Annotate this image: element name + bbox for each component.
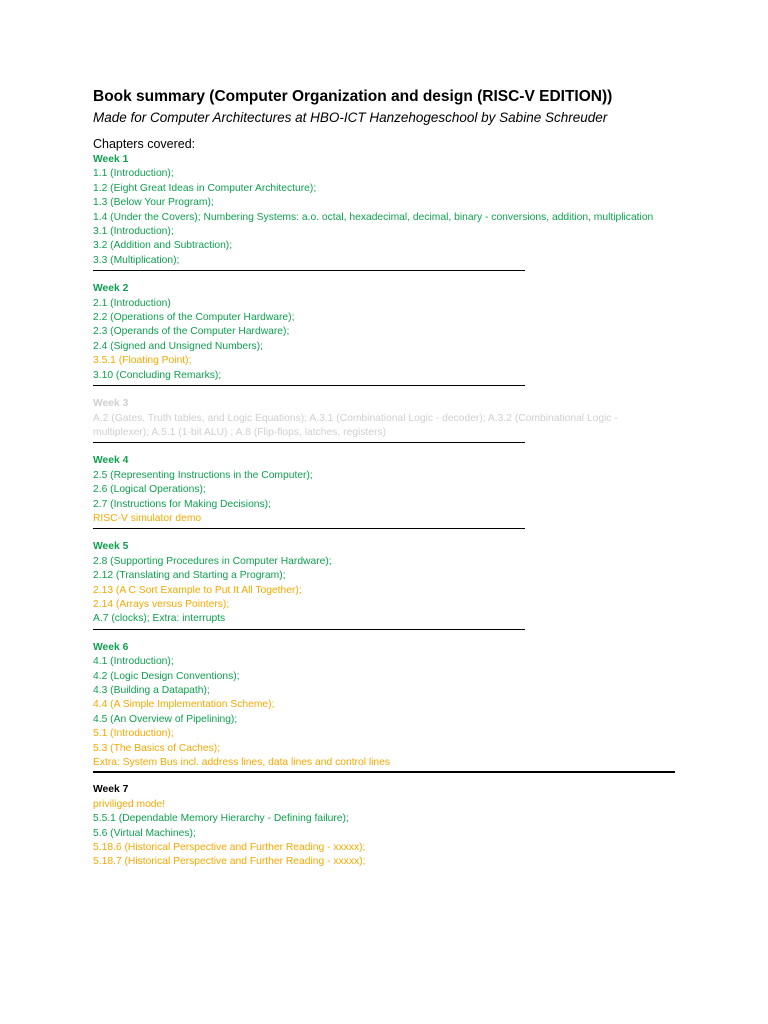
week-section [93, 282, 693, 386]
section-divider [93, 385, 525, 386]
list-item: 3.2 (Addition and Subtraction); [93, 240, 233, 252]
week-section [93, 641, 693, 774]
list-item: 3.5.1 (Floating Point); [93, 355, 192, 367]
list-item: 4.4 (A Simple Implementation Scheme); [93, 699, 275, 711]
list-item: 2.1 (Introduction) [93, 297, 171, 309]
week-section [93, 454, 693, 529]
list-item: 4.1 (Introduction); [93, 656, 174, 668]
list-item: 3.10 (Concluding Remarks); [93, 369, 222, 381]
list-item: 1.4 (Under the Covers); Numbering Systems: a.o. octal, hexadecimal, decimal, binary - conversions, addition, multiplication [93, 211, 654, 223]
week-section [93, 153, 693, 271]
page-subtitle: Made for Computer Architectures at HBO-ICT Hanzehogeschool by Sabine Schreuder [93, 110, 608, 125]
list-item: 2.5 (Representing Instructions in the Computer); [93, 469, 313, 481]
document-page [93, 86, 693, 870]
list-item: 5.3 (The Basics of Caches); [93, 742, 221, 754]
section-divider [93, 771, 675, 773]
list-item: A.7 (clocks); Extra: interrupts [93, 613, 226, 625]
list-item: 5.6 (Virtual Machines); [93, 827, 196, 839]
week-section [93, 540, 693, 629]
list-item: 4.2 (Logic Design Conventions); [93, 670, 240, 682]
list-item: 2.12 (Translating and Starting a Program); [93, 570, 286, 582]
list-item: 2.8 (Supporting Procedures in Computer Hardware); [93, 555, 332, 567]
list-item: 2.14 (Arrays versus Pointers); [93, 598, 230, 610]
list-item: 4.5 (An Overview of Pipelining); [93, 713, 238, 725]
list-item: 2.2 (Operations of the Computer Hardware); [93, 312, 295, 324]
list-item: 2.13 (A C Sort Example to Put It All Together); [93, 584, 302, 596]
list-item: 2.6 (Logical Operations); [93, 484, 206, 496]
list-item: RISC-V simulator demo [93, 512, 202, 524]
list-item: 5.1 (Introduction); [93, 728, 174, 740]
list-item: 2.3 (Operands of the Computer Hardware); [93, 326, 290, 338]
list-item: 5.5.1 (Dependable Memory Hierarchy - Defining failure); [93, 813, 349, 825]
week-section [93, 783, 693, 869]
week-heading: Week 1 [93, 154, 129, 165]
list-item: 3.3 (Multiplication); [93, 254, 180, 266]
list-item: 1.3 (Below Your Program); [93, 197, 214, 209]
week-heading: Week 6 [93, 641, 129, 653]
list-item: Extra: System Bus incl. address lines, data lines and control lines [93, 757, 391, 769]
chapters-label: Chapters covered: [93, 137, 196, 151]
week-section [93, 397, 693, 443]
week-heading: Week 5 [93, 541, 129, 553]
section-divider [93, 442, 525, 443]
list-item: 3.1 (Introduction); [93, 226, 174, 238]
week-heading: Week 3 [93, 398, 129, 410]
list-item: 5.18.7 (Historical Perspective and Further Reading - xxxxx); [93, 856, 366, 868]
section-divider [93, 270, 525, 271]
week-heading: Week 2 [93, 283, 129, 295]
list-item: 2.7 (Instructions for Making Decisions); [93, 498, 271, 510]
list-item: 4.3 (Building a Datapath); [93, 685, 210, 696]
section-divider [93, 629, 525, 630]
week-heading: Week 4 [93, 455, 129, 467]
page-title: Book summary (Computer Organization and design (RISC-V EDITION)) [93, 88, 613, 105]
list-item: 1.1 (Introduction); [93, 168, 174, 180]
list-item: 2.4 (Signed and Unsigned Numbers); [93, 340, 263, 352]
list-item: priviliged mode! [93, 798, 166, 810]
section-divider [93, 528, 525, 529]
list-item: 1.2 (Eight Great Ideas in Computer Architecture); [93, 182, 317, 194]
list-item: 5.18.6 (Historical Perspective and Further Reading - xxxxx); [93, 842, 366, 854]
list-item: A.2 (Gates, Truth tables, and Logic Equations); A.3.1 (Combinational Logic - decoder); A.3.2 (Combinational Logic - multiplexer); A.5.1 (1-bit ALU) ; A.8 (Flip-flops, latches, registers) [93, 412, 618, 438]
week-heading: Week 7 [93, 784, 129, 796]
